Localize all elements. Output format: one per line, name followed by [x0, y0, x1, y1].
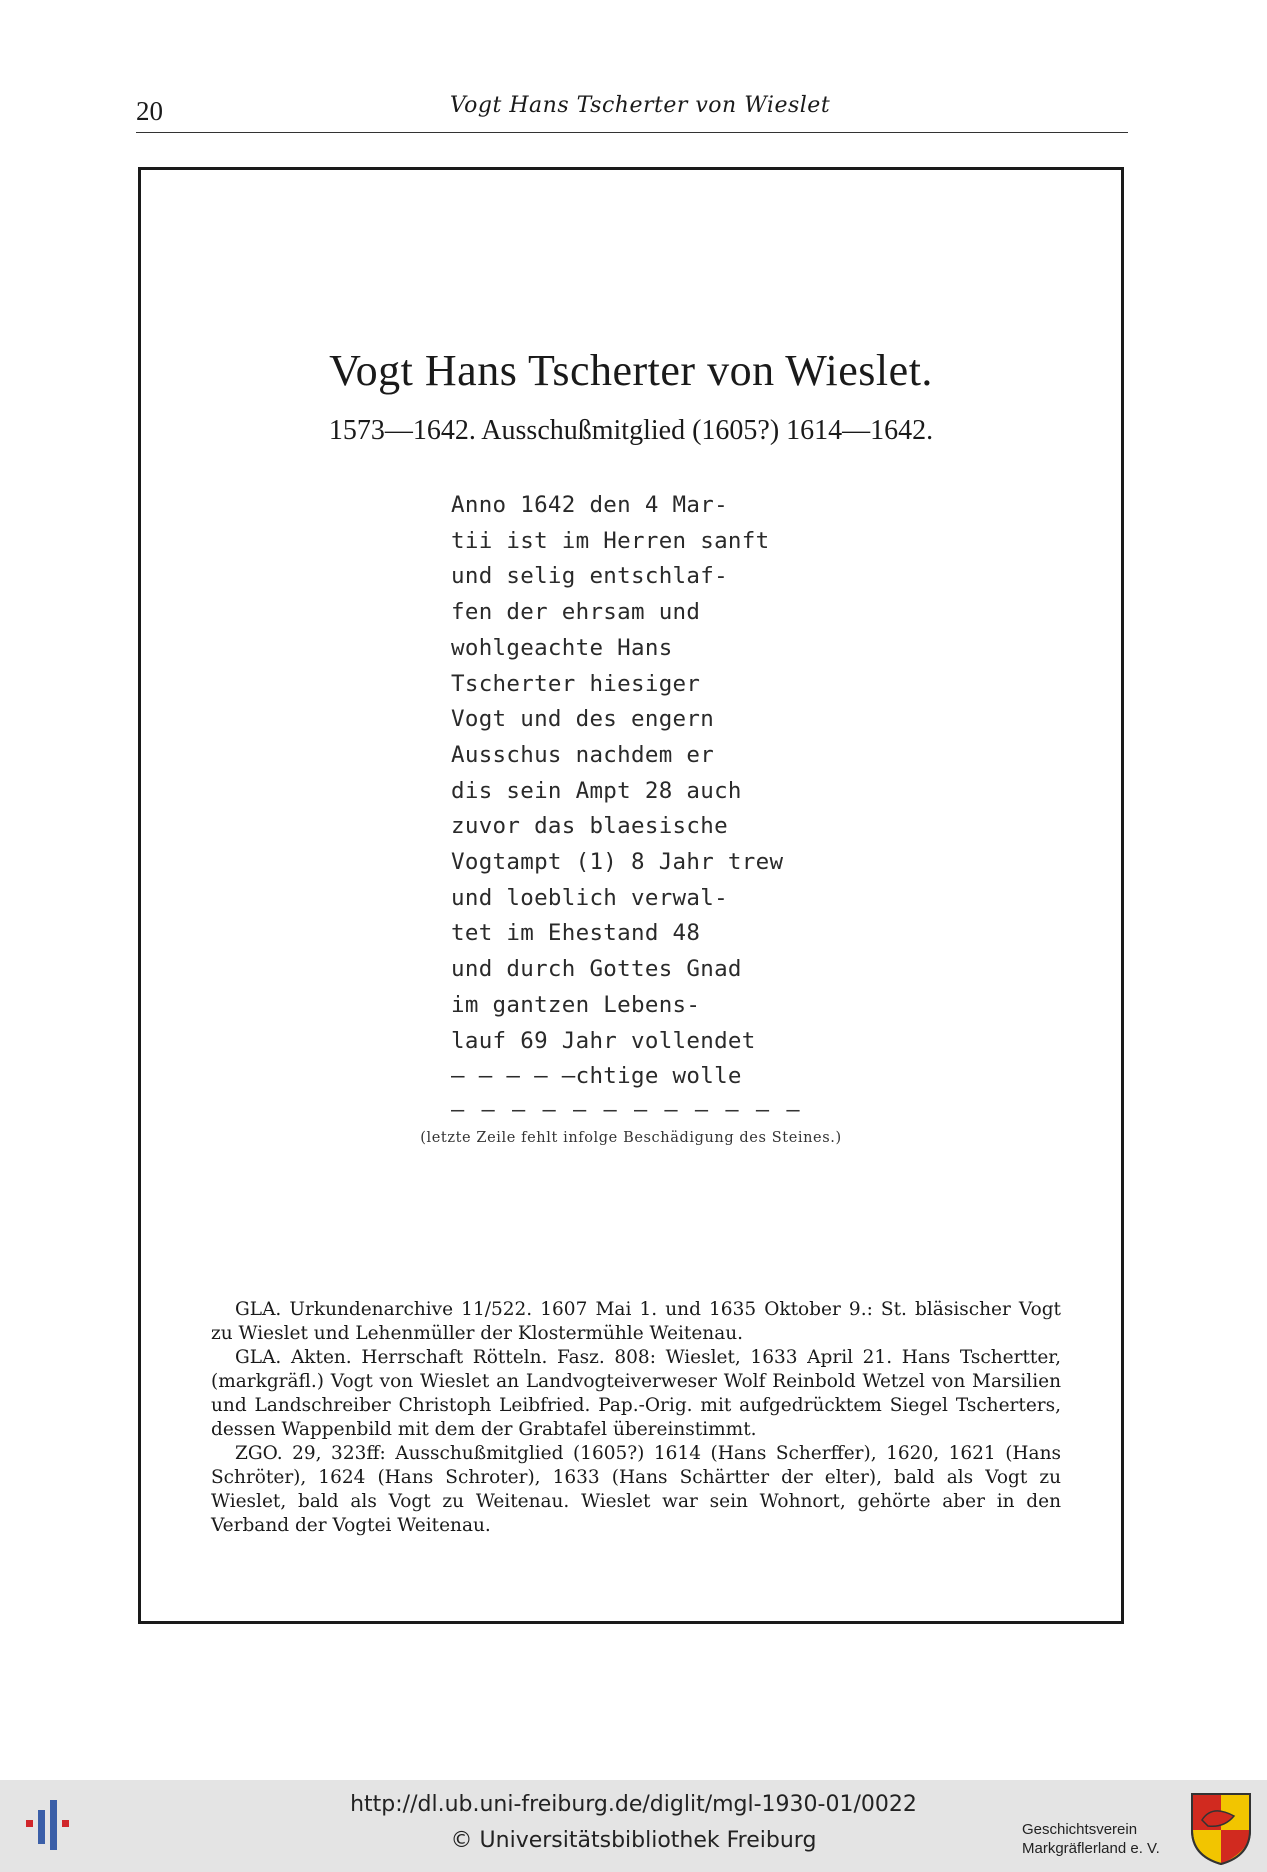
page-frame: [138, 167, 1124, 1624]
society-line: Geschichtsverein: [1022, 1821, 1138, 1838]
inscription-line: tii ist im Herren sanft: [451, 527, 770, 554]
footnote-paragraph: GLA. Akten. Herrschaft Rötteln. Fasz. 808: Wieslet, 1633 April 21. Hans Tschertter, (markgräfl.) Vogt von Wieslet an Landvogteiverweser Wolf Reinbold Wetzel von Marsilien und Landschreiber Christoph Leibfried. Pap.-Orig. mit aufgedrücktem Siegel Tscherters, dessen Wappenbild mit dem der Grabtafel übereinstimmt.: [211, 1347, 1061, 1440]
footnote-paragraph: ZGO. 29, 323ff: Ausschußmitglied (1605?) 1614 (Hans Scherffer), 1620, 1621 (Hans Schröter), 1624 (Hans Schroter), 1633 (Hans Schärtter der elter), bald als Vogt zu Wieslet, bald als Vogt zu Weitenau. Wieslet war sein Wohnort, gehörte aber in den Verband der Vogtei Weitenau.: [211, 1443, 1061, 1536]
inscription-line: und selig entschlaf-: [451, 563, 728, 590]
copyright-text: © Universitätsbibliothek Freiburg: [450, 1828, 817, 1853]
inscription-line: zuvor das blaesische: [451, 813, 728, 840]
source-url-link[interactable]: http://dl.ub.uni-freiburg.de/diglit/mgl-1930-01/0022: [350, 1792, 917, 1817]
inscription-line: dis sein Ampt 28 auch: [451, 777, 742, 804]
coat-of-arms-icon: [1188, 1790, 1254, 1866]
inscription-line: Anno 1642 den 4 Mar-: [451, 492, 728, 518]
inscription-line: Ausschus nachdem er: [451, 741, 715, 768]
running-head: Vogt Hans Tscherter von Wieslet: [449, 93, 831, 118]
inscription-line: — — — — —chtige wolle: [451, 1063, 742, 1090]
society-line: Markgräflerland e. V.: [1022, 1840, 1160, 1857]
inscription-text: [451, 488, 871, 1095]
inscription-line: Vogt und des engern: [451, 706, 715, 733]
article-title: Vogt Hans Tscherter von Wieslet.: [329, 346, 933, 395]
inscription-line: fen der ehrsam und: [451, 599, 701, 626]
page-number: 20: [136, 96, 163, 126]
inscription-line: wohlgeachte Hans: [451, 634, 673, 661]
header-rule: [136, 132, 1128, 133]
inscription-line: und durch Gottes Gnad: [451, 956, 742, 983]
inscription-line: Tscherter hiesiger: [451, 670, 701, 697]
inscription-line: im gantzen Lebens-: [451, 991, 701, 1018]
damage-note: (letzte Zeile fehlt infolge Beschädigung des Steines.): [420, 1130, 842, 1146]
inscription-line: und loeblich verwal-: [451, 884, 728, 911]
article-subtitle: 1573—1642. Ausschußmitglied (1605?) 1614—1642.: [328, 415, 934, 446]
society-name: [1022, 1820, 1182, 1858]
footnotes: [211, 1298, 1061, 1538]
missing-line-dashes: — — — — — — — — — — — —: [451, 1098, 802, 1123]
footnote-paragraph: GLA. Urkundenarchive 11/522. 1607 Mai 1. und 1635 Oktober 9.: St. bläsischer Vogt zu Wieslet und Lehenmüller der Klostermühle Weitenau.: [211, 1299, 1061, 1344]
inscription-line: tet im Ehestand 48: [451, 920, 701, 947]
inscription-line: Vogtampt (1) 8 Jahr trew: [451, 849, 784, 876]
inscription-line: lauf 69 Jahr vollendet: [451, 1027, 756, 1054]
footer-bar: [0, 1780, 1267, 1872]
